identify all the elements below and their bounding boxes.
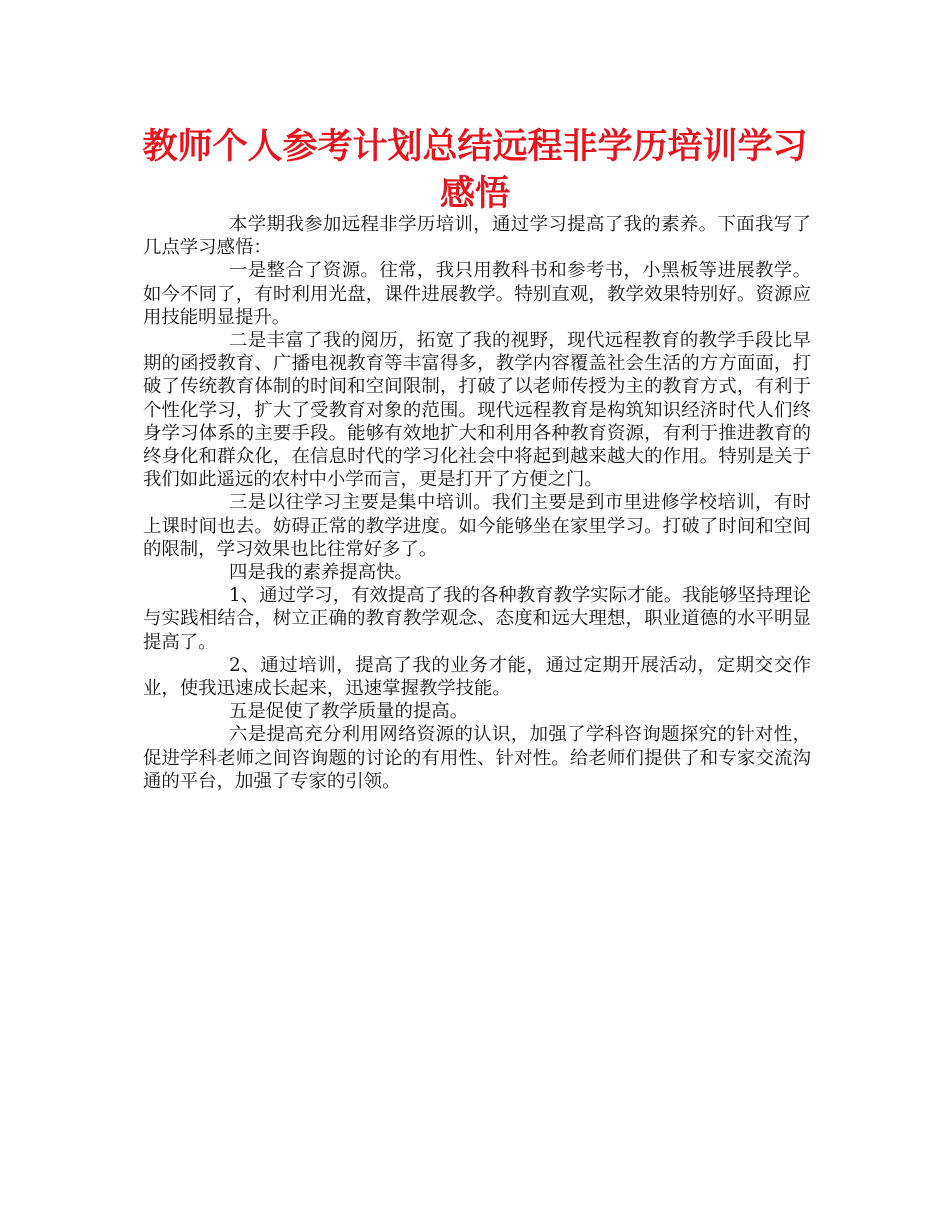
paragraph-point-1: 一是整合了资源。往常，我只用教科书和参考书，小黑板等进展教学。如今不同了，有时利用光盘，课件进展教学。特别直观，教学效果特别好。资源应用技能明显提升。 [143,260,811,328]
paragraph-intro: 本学期我参加远程非学历培训，通过学习提高了我的素养。下面我写了几点学习感悟： [143,214,811,259]
document-body [143,213,811,793]
paragraph-point-4: 四是我的素养提高快。 [229,562,413,584]
document-title: 教师个人参考计划总结远程非学历培训学习感悟 [142,127,808,214]
paragraph-point-3: 三是以往学习主要是集中培训。我们主要是到市里进修学校培训，有时上课时间也去。妨碍正常的教学进度。如今能够坐在家里学习。打破了时间和空间的限制，学习效果也比往常好多了。 [143,492,811,560]
paragraph-point-4-sub-2: 2、通过培训，提高了我的业务才能，通过定期开展活动，定期交交作业，使我迅速成长起来，迅速掌握教学技能。 [143,654,811,700]
paragraph-point-2: 二是丰富了我的阅历，拓宽了我的视野，现代远程教育的教学手段比早期的函授教育、广播电视教育等丰富得多，教学内容覆盖社会生活的方方面面，打破了传统教育体制的时间和空间限制，打破了以老师传授为主的教育方式，有利于个性化学习，扩大了受教育对象的范围。现代远程教育是构筑知识经济时代人们终身学习体系的主要手段。能够有效地扩大和利用各种教育资源，有利于推进教育的终身化和群众化，在信息时代的学习化社会中将起到越来越大的作用。特别是关于我们如此遥远的农村中小学而言，更是打开了方便之门。 [143,330,811,491]
paragraph-point-5: 五是促使了教学质量的提高。 [229,701,469,723]
paragraph-point-4-sub-1: 1、通过学习，有效提高了我的各种教育教学实际才能。我能够坚持理论与实践相结合，树立正确的教育教学观念、态度和远大理想，职业道德的水平明显提高了。 [143,585,811,653]
paragraph-point-6: 六是提高充分利用网络资源的认识，加强了学科咨询题探究的针对性，促进学科老师之间咨询题的讨论的有用性、针对性。给老师们提供了和专家交流沟通的平台，加强了专家的引领。 [143,724,811,792]
